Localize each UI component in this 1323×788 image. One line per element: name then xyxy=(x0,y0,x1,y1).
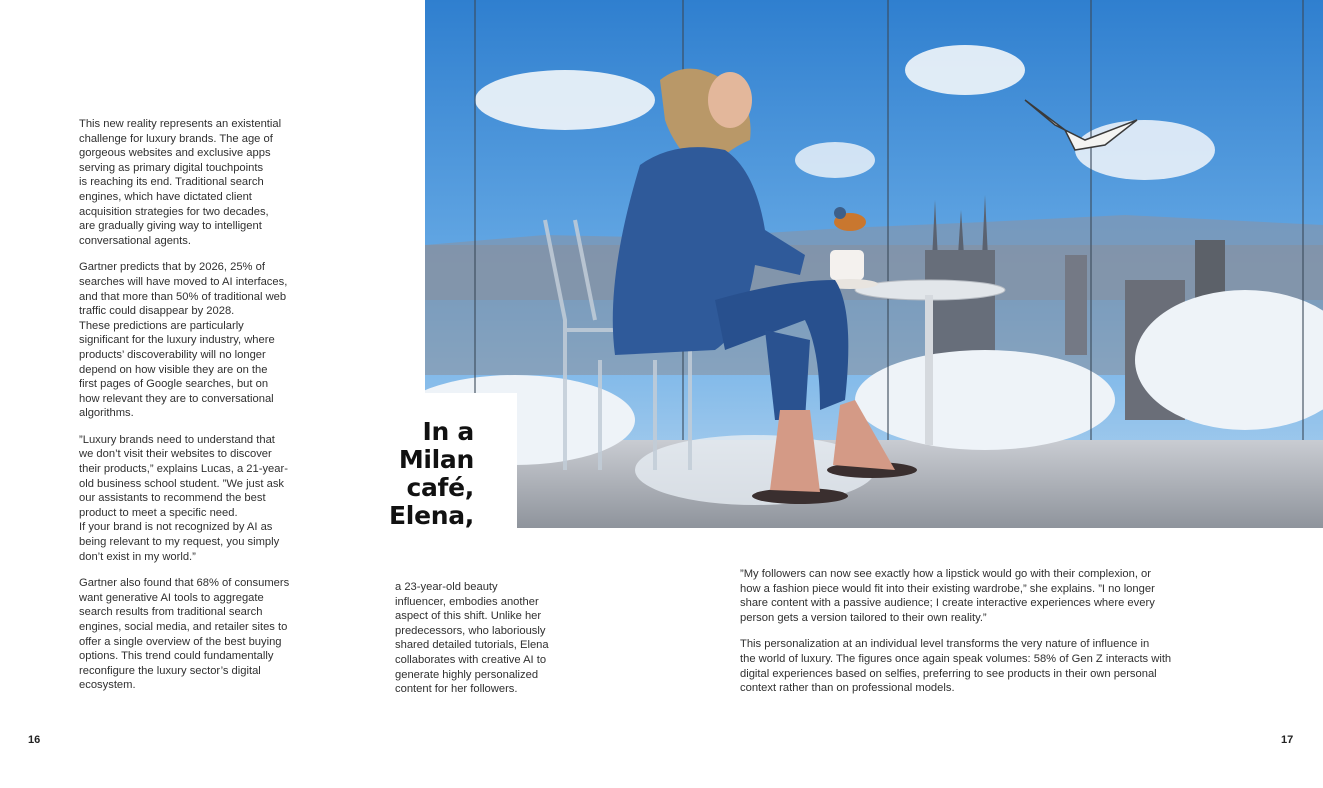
page-number-right: 17 xyxy=(1281,734,1294,746)
paragraph: Gartner predicts that by 2026, 25% of searches will have moved to AI interfaces, and that more than 50% of traditional web traffic could disappear by 2028. These predictions are particularly significant for the luxury industry, where products’ discoverability will no longer depend on how visible they are on the first pages of Google searches, but on how relevant they are to conversational algorithms. xyxy=(79,261,288,420)
pull-headline: In a Milan café, Elena, xyxy=(389,417,474,530)
paragraph: Gartner also found that 68% of consumers want generative AI tools to aggregate search results from traditional search engines, social media, and retailer sites to offer a single overview of the best buying options. This trend could fundamentally reconfigure the luxury sector’s digital ecosystem. xyxy=(79,577,290,692)
right-text-column xyxy=(740,567,1218,708)
paragraph: a 23-year-old beauty influencer, embodies another aspect of this shift. Unlike her predecessors, who laboriously shared detailed tutorials, Elena collaborates with creative AI to generate highly personalized content for her followers. xyxy=(395,581,549,696)
middle-text-column xyxy=(395,580,570,709)
paragraph: This new reality represents an existential challenge for luxury brands. The age of gorgeous websites and exclusive apps serving as primary digital touchpoints is reaching its end. Traditional search engines, which have dictated client acquisition strategies for two decades, are gradually giving way to intelligent conversational agents. xyxy=(79,118,282,247)
paragraph: This personalization at an individual level transforms the very nature of influence in the world of luxury. The figures once again speak volumes: 58% of Gen Z interacts with digital experiences based on selfies, preferring to see products in their own personal context rather than on professional models. xyxy=(740,638,1172,695)
left-text-column xyxy=(79,117,319,705)
paragraph: ”Luxury brands need to understand that we don’t visit their websites to discover their products,” explains Lucas, a 21-year- old business school student. ”We just ask our assistants to recommend the best product to meet a specific need. If your brand is not recognized by AI as being relevant to my request, you simply don’t exist in my world.” xyxy=(79,433,288,563)
cafe-photo xyxy=(425,0,1323,528)
paragraph: ”My followers can now see exactly how a lipstick would go with their complexion, or how a fashion piece would fit into their existing wardrobe,” she explains. ”I no longer share content with a passive audience; I create interactive experiences where every person gets a version tailored to their own reality.” xyxy=(740,568,1155,624)
page-number-left: 16 xyxy=(28,734,41,746)
